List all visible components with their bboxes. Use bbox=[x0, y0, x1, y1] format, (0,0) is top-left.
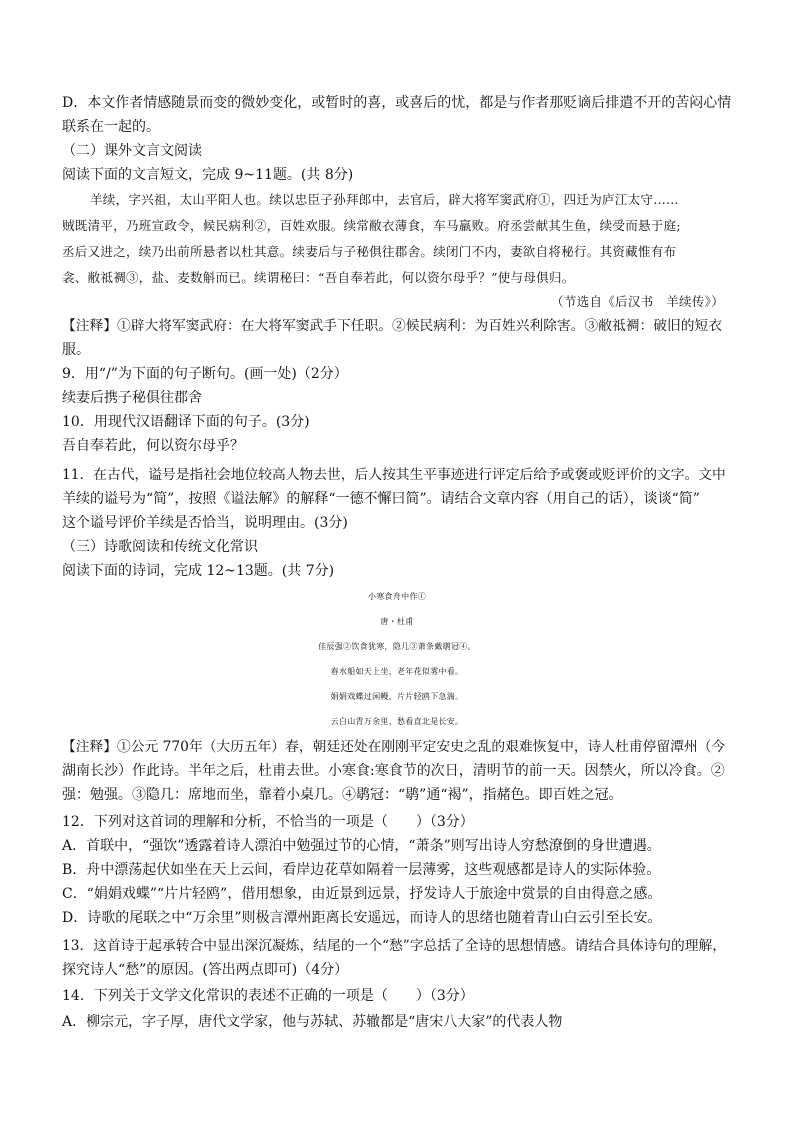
question-10-sentence: 吾自奉若此，何以资尔母乎？ bbox=[62, 438, 244, 454]
question-12-option-a: A．首联中，“强饮”透露着诗人漂泊中勉强过节的心情，“萧条”则写出诗人穷愁潦倒的身世遭遇。 bbox=[62, 838, 661, 854]
question-9: 9．用“/”为下面的句子断句。(画一处)（2分） bbox=[62, 366, 348, 382]
passage-source: （节选自《后汉书 羊续传》） bbox=[551, 294, 724, 309]
question-12-option-d: D．诗歌的尾联之中“万余里”则极言潭州距离长安遥远，而诗人的思绪也随着青山白云引至长安。 bbox=[62, 910, 662, 926]
classical-passage-line1: 羊续，字兴祖，太山平阳人也。续以忠臣子孙拜郎中，去官后，辟大将军窦武府①，四迁为庐江太守…… bbox=[90, 192, 679, 207]
poem-notes-line3: 强：勉强。③隐几：席地而坐，靠着小桌几。④鹖冠：“鹖”通“褐”，指赭色。即百姓之冠。 bbox=[62, 787, 623, 803]
classical-passage-line4: 衾、敝祗裯③，盐、麦数斛而已。续谓秘曰：“吾自奉若此，何以资尔母乎？”使与母俱归。 bbox=[62, 270, 575, 285]
poem-line4: 云白山青万余里，愁看直北是长安。 bbox=[330, 717, 464, 726]
section-heading-classical-reading: （二）课外文言文阅读 bbox=[62, 143, 202, 159]
classical-passage-line2: 贼既清平，乃班宣政令，候民病利②，百姓欢服。续常敝衣薄食，车马羸败。府丞尝献其生鱼，续受而悬于庭; bbox=[62, 218, 681, 233]
question-14: 14．下列关于文学文化常识的表述不正确的一项是（ ）（3分） bbox=[62, 988, 474, 1004]
question-12-option-c: C．“娟娟戏蝶”“片片轻鸥”，借用想象，由近景到远景，抒发诗人于旅途中赏景的自由得意之感。 bbox=[62, 886, 662, 902]
poem-line2: 春水船如天上坐，老年花似雾中看。 bbox=[330, 667, 464, 676]
poem-title: 小寒食舟中作① bbox=[367, 592, 427, 601]
question-14-option-a: A．柳宗元，字子厚，唐代文学家，他与苏轼、苏辙都是“唐宋八大家”的代表人物 bbox=[62, 1014, 563, 1030]
section-heading-poetry: （三）诗歌阅读和传统文化常识 bbox=[62, 539, 258, 555]
passage-notes-line2: 服。 bbox=[62, 342, 90, 358]
option-d-previous-text-line2: 联系在一起的。 bbox=[62, 119, 160, 135]
question-11-line3: 这个谥号评价羊续是否恰当，说明理由。(3分) bbox=[62, 515, 348, 531]
passage-notes-line1: 【注释】①辟大将军窦武府：在大将军窦武手下任职。②候民病利：为百姓兴利除害。③敝祗裯：破旧的短衣 bbox=[62, 318, 723, 334]
question-11-line2: 羊续的谥号为“简”，按照《谥法解》的解释“一德不懈曰简”。请结合文章内容（用自己的话），谈谈“简” bbox=[62, 491, 700, 507]
option-d-previous-text-line1: D．本文作者情感随景而变的微妙变化，或暂时的喜，或喜后的忧，都是与作者那贬谪后排遣不开的苦闷心情 bbox=[62, 95, 732, 111]
question-12: 12．下列对这首词的理解和分析，不恰当的一项是（ ）（3分） bbox=[62, 814, 474, 830]
question-11-line1: 11．在古代，谥号是指社会地位较高人物去世，后人按其生平事迹进行评定后给予或褒或贬评价的文字。文中 bbox=[62, 467, 726, 483]
classical-passage-line3: 丞后又进之，续乃出前所悬者以杜其意。续妻后与子秘俱往郡舍。续闭门不内，妻欲自将秘行。其资藏惟有布 bbox=[62, 244, 677, 259]
poem-line1: 佳辰强②饮食犹寒，隐几③萧条戴鹖冠④。 bbox=[318, 642, 476, 651]
poem-line3: 娟娟戏蝶过闲幔，片片轻鸥下急湍。 bbox=[330, 692, 464, 701]
poem-author: 唐・杜甫 bbox=[380, 617, 414, 626]
classical-reading-instruction: 阅读下面的文言短文，完成 9~11题。(共 8分) bbox=[62, 167, 354, 183]
question-9-sentence: 续妻后携子秘俱往郡舍 bbox=[62, 390, 202, 406]
question-10: 10．用现代汉语翻译下面的句子。(3分) bbox=[62, 414, 310, 430]
question-13-line2: 探究诗人“愁”的原因。(答出两点即可)（4分） bbox=[62, 962, 349, 978]
question-12-option-b: B．舟中漂荡起伏如坐在天上云间，看岸边花草如隔着一层薄雾，这些观感都是诗人的实际体验。 bbox=[62, 862, 661, 878]
poetry-instruction: 阅读下面的诗词，完成 12~13题。(共 7分) bbox=[62, 563, 335, 579]
question-13-line1: 13．这首诗于起承转合中显出深沉凝炼，结尾的一个“愁”字总括了全诗的思想情感。请结合具体诗句的理解， bbox=[62, 938, 727, 954]
poem-notes-line1: 【注释】①公元 770年（大历五年）春，朝廷还处在刚刚平定安史之乱的艰难恢复中，诗人杜甫停留潭州（今 bbox=[62, 739, 726, 755]
poem-notes-line2: 湖南长沙）作此诗。半年之后，杜甫去世。小寒食:寒食节的次日，清明节的前一天。因禁火，所以冷食。② bbox=[62, 763, 725, 779]
